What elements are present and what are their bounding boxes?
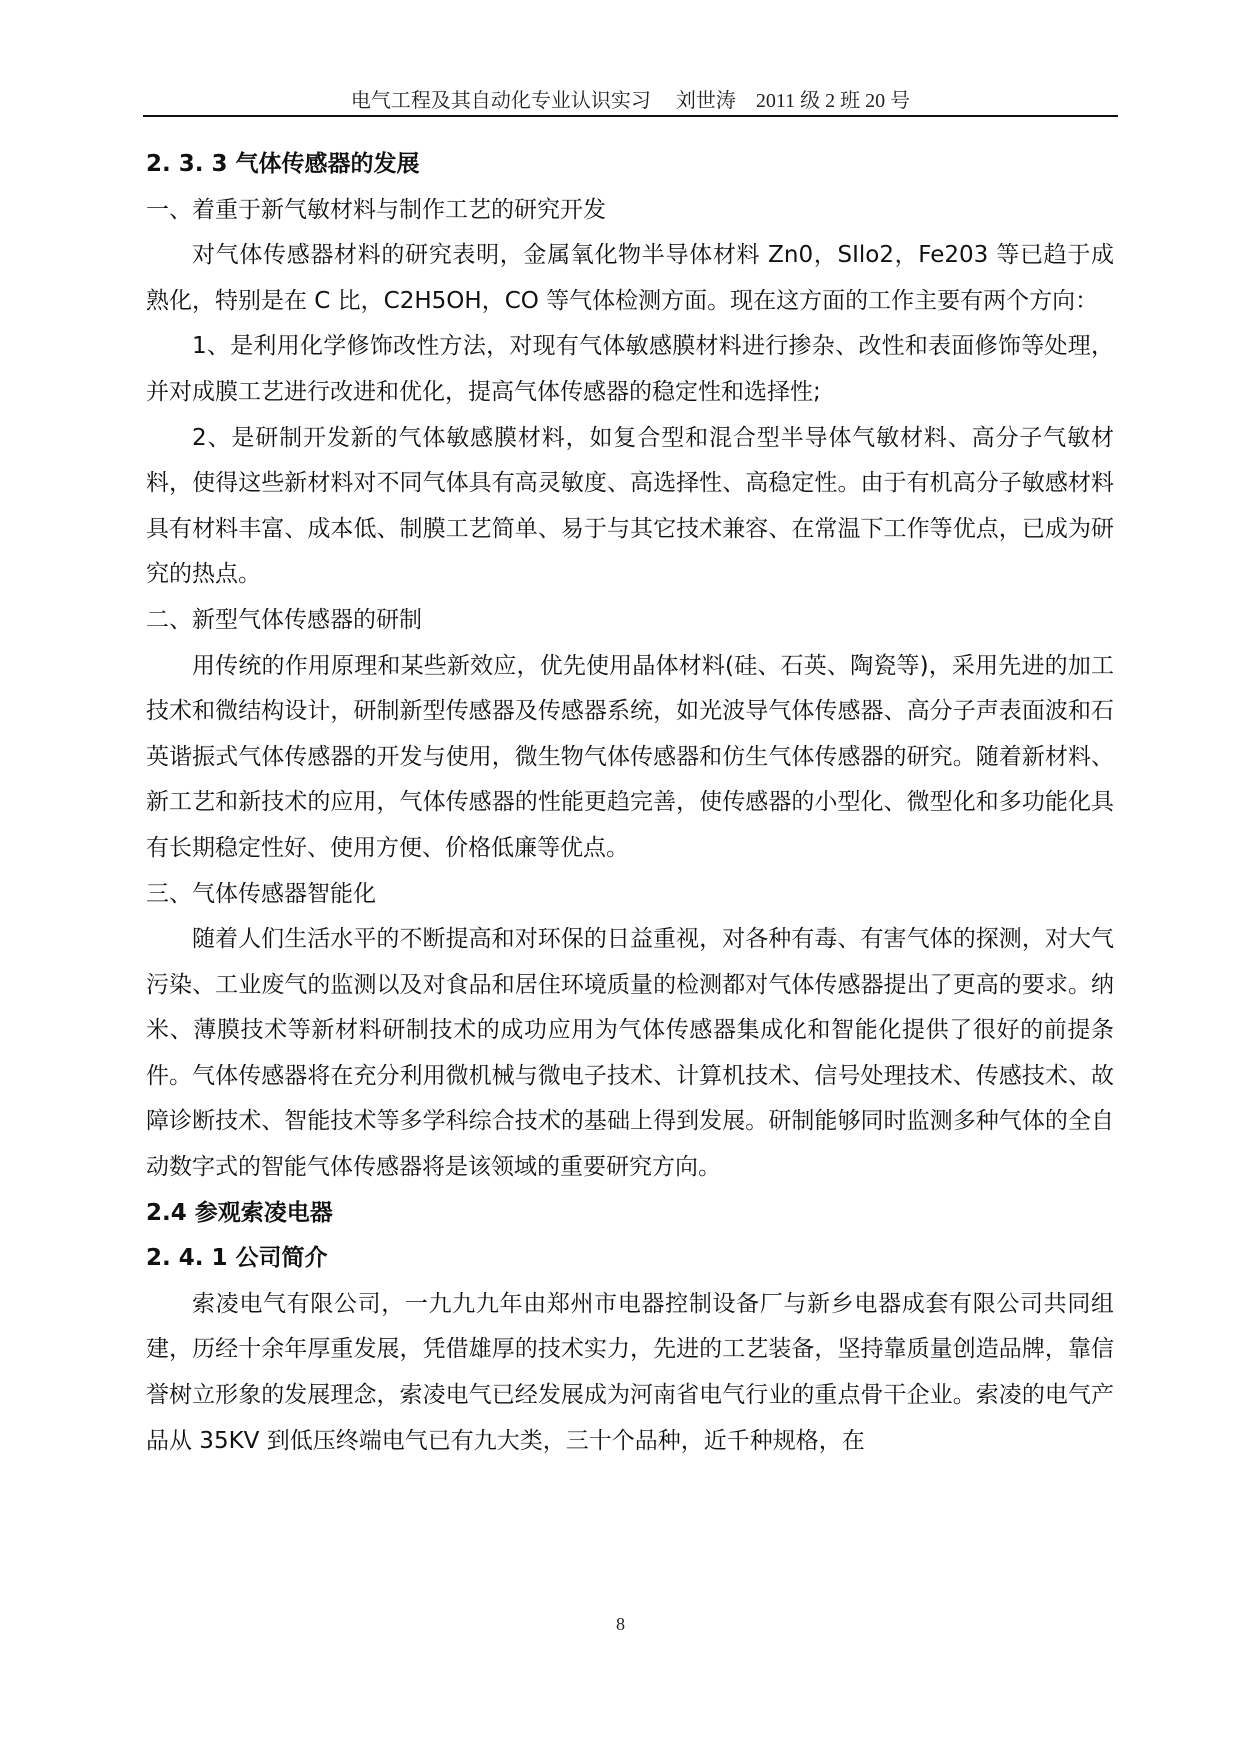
- paragraph-intelligent: 随着人们生活水平的不断提高和对环保的日益重视，对各种有毒、有害气体的探测，对大气污染、工业废气的监测以及对食品和居住环境质量的检测都对气体传感器提出了更高的要求。纳米、薄膜技术等新材料研制技术的成功应用为气体传感器集成化和智能化提供了很好的前提条件。气体传感器将在充分利用微机械与微电子技术、计算机技术、信号处理技术、传感技术、故障诊断技术、智能技术等多学科综合技术的基础上得到发展。研制能够同时监测多种气体的全自动数字式的智能气体传感器将是该领域的重要研究方向。: [146, 926, 1114, 1181]
- paragraph-company: 索凌电气有限公司，一九九九年由郑州市电器控制设备厂与新乡电器成套有限公司共同组建，历经十余年厚重发展，凭借雄厚的技术实力，先进的工艺装备，坚持靠质量创造品牌，靠信誉树立形象的发展理念，索凌电气已经发展成为河南省电气行业的重点骨干企业。索凌的电气产品从 35KV 到低压终端电气已有九大类，三十个品种，近千种规格，在: [146, 1290, 1114, 1454]
- subheading-1: 一、着重于新气敏材料与制作工艺的研究开发: [146, 196, 606, 223]
- running-header: 电气工程及其自动化专业认识实习 刘世涛 2011 级 2 班 20 号: [350, 90, 911, 112]
- section-heading-2-4: 2.4 参观索凌电器: [146, 1199, 333, 1226]
- section-heading-2-3-3: 2. 3. 3 气体传感器的发展: [146, 151, 420, 177]
- paragraph-materials: 对气体传感器材料的研究表明，金属氧化物半导体材料 Zn0，SIlo2，Fe203 等已趋于成熟化，特别是在 C 比，C2H5OH，CO 等气体检测方面。现在这方面的工作主要有两个方向：: [146, 242, 1114, 314]
- page-number: 8: [616, 1614, 625, 1634]
- subheading-3: 三、气体传感器智能化: [146, 880, 376, 907]
- header-rule: [143, 115, 1118, 117]
- paragraph-new-sensors: 用传统的作用原理和某些新效应，优先使用晶体材料(硅、石英、陶瓷等)，采用先进的加工技术和微结构设计，研制新型传感器及传感器系统，如光波导气体传感器、高分子声表面波和石英谐振式气体传感器的开发与使用，微生物气体传感器和仿生气体传感器的研究。随着新材料、新工艺和新技术的应用，气体传感器的性能更趋完善，使传感器的小型化、微型化和多功能化具有长期稳定性好、使用方便、价格低廉等优点。: [146, 652, 1114, 861]
- list-item-1: 1、是利用化学修饰改性方法，对现有气体敏感膜材料进行掺杂、改性和表面修饰等处理，并对成膜工艺进行改进和优化，提高气体传感器的稳定性和选择性;: [146, 333, 1114, 405]
- list-item-2: 2、是研制开发新的气体敏感膜材料，如复合型和混合型半导体气敏材料、高分子气敏材料，使得这些新材料对不同气体具有高灵敏度、高选择性、高稳定性。由于有机高分子敏感材料具有材料丰富、成本低、制膜工艺简单、易于与其它技术兼容、在常温下工作等优点，已成为研究的热点。: [146, 424, 1114, 588]
- body-content: [146, 142, 1114, 1464]
- section-heading-2-4-1: 2. 4. 1 公司简介: [146, 1245, 328, 1272]
- subheading-2: 二、新型气体传感器的研制: [146, 606, 422, 633]
